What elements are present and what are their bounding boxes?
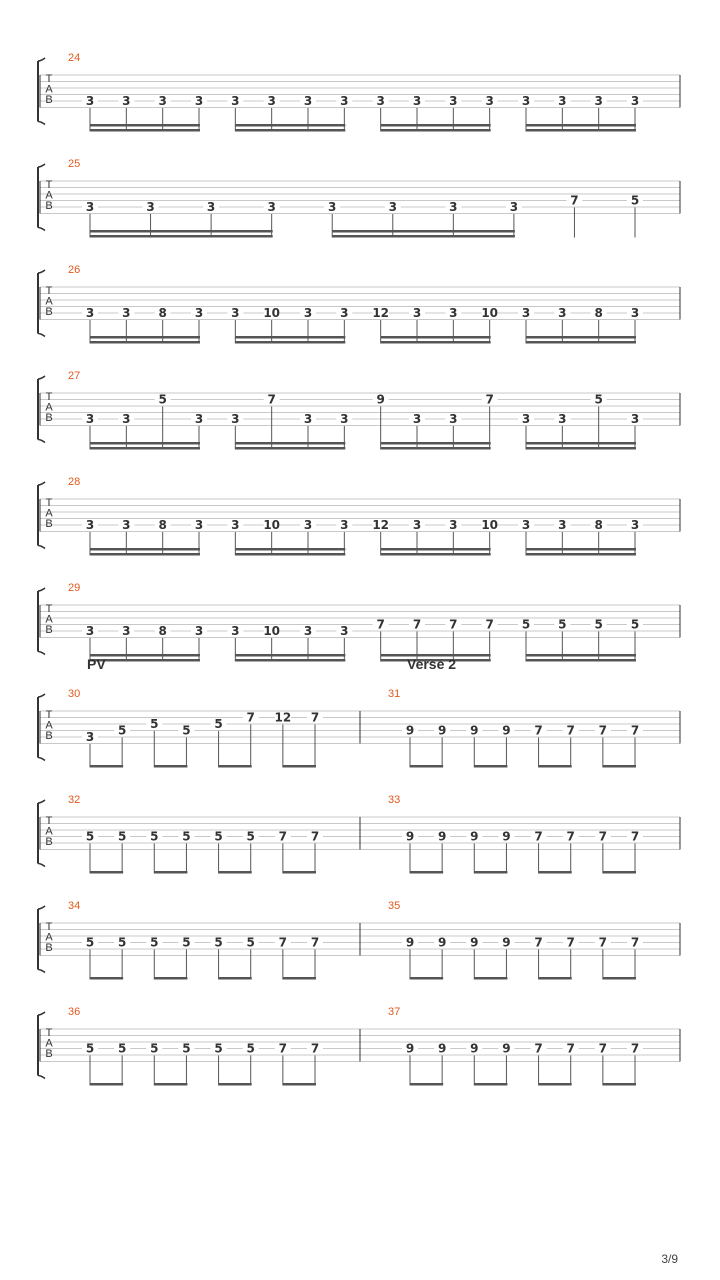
note-beam <box>235 548 345 551</box>
fret-number: 3 <box>231 94 240 108</box>
tab-clef-letter: B <box>45 624 53 636</box>
note-beam <box>526 336 636 339</box>
fret-number: 3 <box>376 94 385 108</box>
fret-number: 9 <box>376 392 385 407</box>
fret-number: 3 <box>485 94 494 108</box>
note-beam <box>154 977 187 980</box>
fret-number: 7 <box>630 935 640 950</box>
measure-number: 25 <box>68 158 81 170</box>
fret-number: 7 <box>534 1041 543 1056</box>
fret-number: 3 <box>388 200 397 214</box>
note-beam <box>526 442 636 445</box>
fret-number: 5 <box>246 829 255 844</box>
note-beam <box>474 977 507 980</box>
fret-number: 7 <box>278 829 288 844</box>
measure-number: 35 <box>388 900 401 912</box>
fret-number: 9 <box>405 935 415 950</box>
note-beam <box>381 336 491 339</box>
note-beam <box>474 765 507 768</box>
note-beam <box>90 553 200 556</box>
fret-number: 5 <box>246 935 255 950</box>
fret-number: 9 <box>470 829 479 844</box>
fret-number: 7 <box>278 935 288 950</box>
fret-number: 5 <box>214 935 223 950</box>
fret-number: 7 <box>598 1041 608 1056</box>
fret-number: 10 <box>263 306 281 320</box>
tab-clef-letter: A <box>45 1037 53 1050</box>
fret-number: 7 <box>566 1041 575 1056</box>
fret-number: 3 <box>449 412 458 426</box>
measure-number: 28 <box>68 476 81 488</box>
fret-number: 7 <box>630 723 640 738</box>
fret-number: 9 <box>405 1041 415 1056</box>
measure-number: 33 <box>388 794 401 806</box>
fret-number: 8 <box>158 518 167 532</box>
fret-number: 7 <box>566 935 575 950</box>
fret-number: 5 <box>182 935 191 950</box>
fret-number: 5 <box>214 829 223 844</box>
fret-number: 5 <box>521 617 531 632</box>
tab-clef-letter: T <box>45 603 53 615</box>
fret-number: 7 <box>449 617 458 632</box>
fret-number: 9 <box>405 829 415 844</box>
fret-number: 3 <box>412 306 422 320</box>
fret-number: 3 <box>630 94 640 108</box>
fret-number: 3 <box>85 412 95 426</box>
note-beam <box>90 654 200 657</box>
measure-number: 37 <box>388 1006 401 1018</box>
tab-clef-letter: B <box>45 942 53 954</box>
fret-number: 3 <box>231 518 240 532</box>
fret-number: 7 <box>534 723 543 738</box>
fret-number: 7 <box>598 723 608 738</box>
fret-number: 3 <box>521 94 531 108</box>
note-beam <box>90 235 273 238</box>
fret-number: 3 <box>594 94 603 108</box>
fret-number: 3 <box>340 306 349 320</box>
note-beam <box>283 765 316 768</box>
fret-number: 3 <box>340 412 349 426</box>
note-beam <box>539 977 572 980</box>
note-beam <box>235 336 345 339</box>
note-beam <box>90 548 200 551</box>
note-beam <box>381 553 491 556</box>
tab-clef-letter: T <box>45 179 53 191</box>
fret-number: 10 <box>263 624 281 638</box>
measure-number: 24 <box>68 52 81 64</box>
fret-number: 7 <box>566 829 575 844</box>
fret-number: 5 <box>246 1041 255 1056</box>
fret-number: 3 <box>340 94 349 108</box>
fret-number: 10 <box>481 518 499 532</box>
fret-number: 8 <box>594 306 603 320</box>
note-beam <box>410 977 443 980</box>
fret-number: 3 <box>85 200 95 214</box>
fret-number: 3 <box>194 412 204 426</box>
tab-clef-letter: A <box>45 931 53 944</box>
note-beam <box>332 235 515 238</box>
fret-number: 9 <box>405 723 415 738</box>
fret-number: 3 <box>231 412 240 426</box>
fret-number: 3 <box>146 200 155 214</box>
tab-clef-letter: A <box>45 295 53 308</box>
note-beam <box>90 977 123 980</box>
note-beam <box>381 129 491 132</box>
tab-clef-letter: A <box>45 719 53 732</box>
measure-number: 26 <box>68 264 81 276</box>
tab-clef-letter: A <box>45 507 53 520</box>
fret-number: 12 <box>372 306 390 320</box>
note-beam <box>90 871 123 874</box>
note-beam <box>235 341 345 344</box>
measure-number: 27 <box>68 370 81 382</box>
tab-clef-letter: T <box>45 1027 53 1039</box>
fret-number: 7 <box>598 829 608 844</box>
tab-clef-letter: T <box>45 921 53 933</box>
note-beam <box>603 765 636 768</box>
note-beam <box>381 341 491 344</box>
note-beam <box>603 1083 636 1086</box>
fret-number: 3 <box>303 412 313 426</box>
measure-number: 29 <box>68 582 81 594</box>
note-beam <box>154 765 187 768</box>
note-beam <box>539 871 572 874</box>
fret-number: 9 <box>437 723 447 738</box>
fret-number: 5 <box>214 1041 223 1056</box>
fret-number: 3 <box>158 94 167 108</box>
note-beam <box>526 341 636 344</box>
note-beam <box>474 1083 507 1086</box>
fret-number: 7 <box>534 829 543 844</box>
fret-number: 3 <box>122 518 131 532</box>
note-beam <box>283 871 316 874</box>
tab-clef-letter: T <box>45 815 53 827</box>
note-beam <box>526 553 636 556</box>
fret-number: 3 <box>340 518 349 532</box>
fret-number: 7 <box>376 617 385 632</box>
tab-clef-letter: T <box>45 497 53 509</box>
note-beam <box>90 129 200 132</box>
fret-number: 3 <box>194 518 204 532</box>
fret-number: 9 <box>470 723 479 738</box>
note-beam <box>235 447 345 450</box>
note-beam <box>539 765 572 768</box>
fret-number: 3 <box>194 94 204 108</box>
tab-clef-letter: B <box>45 836 53 848</box>
note-beam <box>235 654 345 657</box>
tab-clef-letter: B <box>45 306 53 318</box>
fret-number: 3 <box>328 200 337 214</box>
tab-clef-letter: T <box>45 709 53 721</box>
fret-number: 3 <box>449 94 458 108</box>
note-beam <box>235 659 345 662</box>
fret-number: 10 <box>481 306 499 320</box>
note-beam <box>90 336 200 339</box>
page-number: 3/9 <box>661 1252 678 1266</box>
fret-number: 3 <box>558 518 567 532</box>
fret-number: 7 <box>310 1041 320 1056</box>
fret-number: 3 <box>340 624 349 638</box>
note-beam <box>235 553 345 556</box>
fret-number: 7 <box>630 829 640 844</box>
fret-number: 9 <box>437 829 447 844</box>
note-beam <box>90 341 200 344</box>
fret-number: 3 <box>194 306 204 320</box>
fret-number: 9 <box>502 723 511 738</box>
fret-number: 5 <box>594 392 603 407</box>
fret-number: 7 <box>566 723 575 738</box>
tab-clef-letter: B <box>45 412 53 424</box>
fret-number: 7 <box>485 617 494 632</box>
fret-number: 5 <box>85 1041 95 1056</box>
note-beam <box>603 977 636 980</box>
fret-number: 5 <box>150 717 159 731</box>
note-beam <box>474 871 507 874</box>
fret-number: 5 <box>630 617 640 632</box>
fret-number: 3 <box>630 412 640 426</box>
note-beam <box>219 1083 252 1086</box>
fret-number: 12 <box>372 518 390 532</box>
note-beam <box>603 871 636 874</box>
fret-number: 5 <box>85 935 95 950</box>
note-beam <box>90 1083 123 1086</box>
measure-number: 34 <box>68 900 81 912</box>
fret-number: 5 <box>85 829 95 844</box>
fret-number: 7 <box>412 617 422 632</box>
note-beam <box>526 548 636 551</box>
fret-number: 5 <box>150 1041 159 1056</box>
fret-number: 3 <box>206 200 216 214</box>
fret-number: 5 <box>117 829 127 844</box>
fret-number: 7 <box>310 710 320 725</box>
fret-number: 9 <box>437 935 447 950</box>
fret-number: 12 <box>274 710 292 725</box>
fret-number: 9 <box>502 935 511 950</box>
fret-number: 7 <box>267 392 276 407</box>
fret-number: 7 <box>310 829 320 844</box>
tab-clef-letter: A <box>45 613 53 626</box>
note-beam <box>90 442 200 445</box>
note-beam <box>219 977 252 980</box>
fret-number: 7 <box>246 710 255 725</box>
fret-number: 5 <box>158 392 167 407</box>
fret-number: 9 <box>502 829 511 844</box>
note-beam <box>90 659 200 662</box>
fret-number: 3 <box>412 518 422 532</box>
note-beam <box>235 442 345 445</box>
note-beam <box>526 129 636 132</box>
fret-number: 3 <box>509 200 519 214</box>
fret-number: 3 <box>521 518 531 532</box>
fret-number: 3 <box>122 412 131 426</box>
fret-number: 7 <box>598 935 608 950</box>
tab-clef-letter: A <box>45 189 53 202</box>
fret-number: 3 <box>85 730 95 744</box>
fret-number: 10 <box>263 518 281 532</box>
fret-number: 8 <box>158 306 167 320</box>
fret-number: 3 <box>267 94 276 108</box>
fret-number: 5 <box>558 617 567 632</box>
measure-number: 31 <box>388 688 401 700</box>
fret-number: 3 <box>303 306 313 320</box>
note-beam <box>90 230 273 233</box>
fret-number: 3 <box>122 624 131 638</box>
note-beam <box>154 1083 187 1086</box>
tab-clef-letter: A <box>45 825 53 838</box>
fret-number: 8 <box>594 518 603 532</box>
tab-clef-letter: T <box>45 391 53 403</box>
section-label: Verse 2 <box>407 656 457 672</box>
fret-number: 5 <box>182 1041 191 1056</box>
fret-number: 5 <box>594 617 603 632</box>
note-beam <box>235 129 345 132</box>
fret-number: 3 <box>231 306 240 320</box>
tab-clef-letter: B <box>45 518 53 530</box>
note-beam <box>332 230 515 233</box>
note-beam <box>410 1083 443 1086</box>
fret-number: 7 <box>570 193 579 208</box>
fret-number: 7 <box>310 935 320 950</box>
fret-number: 3 <box>412 412 422 426</box>
note-beam <box>539 1083 572 1086</box>
note-beam <box>410 871 443 874</box>
note-beam <box>526 659 636 662</box>
fret-number: 3 <box>231 624 240 638</box>
tab-clef-letter: T <box>45 285 53 297</box>
note-beam <box>381 548 491 551</box>
note-beam <box>381 447 491 450</box>
fret-number: 3 <box>558 412 567 426</box>
note-beam <box>219 765 252 768</box>
fret-number: 3 <box>630 518 640 532</box>
fret-number: 5 <box>182 829 191 844</box>
tab-clef-letter: B <box>45 1048 53 1060</box>
fret-number: 3 <box>521 412 531 426</box>
tab-clef-letter: B <box>45 730 53 742</box>
tab-clef-letter: B <box>45 200 53 212</box>
fret-number: 5 <box>117 935 127 950</box>
fret-number: 3 <box>449 200 458 214</box>
note-beam <box>90 765 123 768</box>
note-beam <box>381 442 491 445</box>
fret-number: 5 <box>182 723 191 738</box>
fret-number: 7 <box>278 1041 288 1056</box>
fret-number: 9 <box>502 1041 511 1056</box>
fret-number: 3 <box>303 94 313 108</box>
fret-number: 9 <box>470 935 479 950</box>
fret-number: 5 <box>214 717 223 731</box>
note-beam <box>90 447 200 450</box>
fret-number: 3 <box>122 306 131 320</box>
fret-number: 5 <box>117 1041 127 1056</box>
fret-number: 9 <box>437 1041 447 1056</box>
fret-number: 7 <box>485 392 494 407</box>
fret-number: 3 <box>122 94 131 108</box>
fret-number: 3 <box>85 624 95 638</box>
fret-number: 3 <box>303 624 313 638</box>
tab-clef-letter: A <box>45 83 53 96</box>
tab-clef-letter: T <box>45 73 53 85</box>
fret-number: 5 <box>150 829 159 844</box>
fret-number: 5 <box>630 193 640 208</box>
fret-number: 3 <box>267 200 276 214</box>
note-beam <box>526 654 636 657</box>
note-beam <box>235 124 345 127</box>
fret-number: 5 <box>117 723 127 738</box>
fret-number: 3 <box>85 306 95 320</box>
fret-number: 5 <box>150 935 159 950</box>
fret-number: 3 <box>449 518 458 532</box>
fret-number: 9 <box>470 1041 479 1056</box>
fret-number: 3 <box>412 94 422 108</box>
fret-number: 3 <box>558 94 567 108</box>
fret-number: 3 <box>85 518 95 532</box>
note-beam <box>381 124 491 127</box>
fret-number: 8 <box>158 624 167 638</box>
note-beam <box>219 871 252 874</box>
fret-number: 3 <box>558 306 567 320</box>
fret-number: 3 <box>521 306 531 320</box>
fret-number: 7 <box>534 935 543 950</box>
tab-clef-letter: A <box>45 401 53 414</box>
note-beam <box>90 124 200 127</box>
fret-number: 3 <box>303 518 313 532</box>
note-beam <box>526 124 636 127</box>
section-label: PV <box>87 656 106 672</box>
note-beam <box>526 447 636 450</box>
measure-number: 32 <box>68 794 81 806</box>
measure-number: 36 <box>68 1006 81 1018</box>
fret-number: 3 <box>85 94 95 108</box>
fret-number: 3 <box>630 306 640 320</box>
fret-number: 3 <box>449 306 458 320</box>
measure-number: 30 <box>68 688 81 700</box>
note-beam <box>410 765 443 768</box>
note-beam <box>154 871 187 874</box>
tab-clef-letter: B <box>45 94 53 106</box>
note-beam <box>283 1083 316 1086</box>
fret-number: 7 <box>630 1041 640 1056</box>
note-beam <box>283 977 316 980</box>
fret-number: 3 <box>194 624 204 638</box>
